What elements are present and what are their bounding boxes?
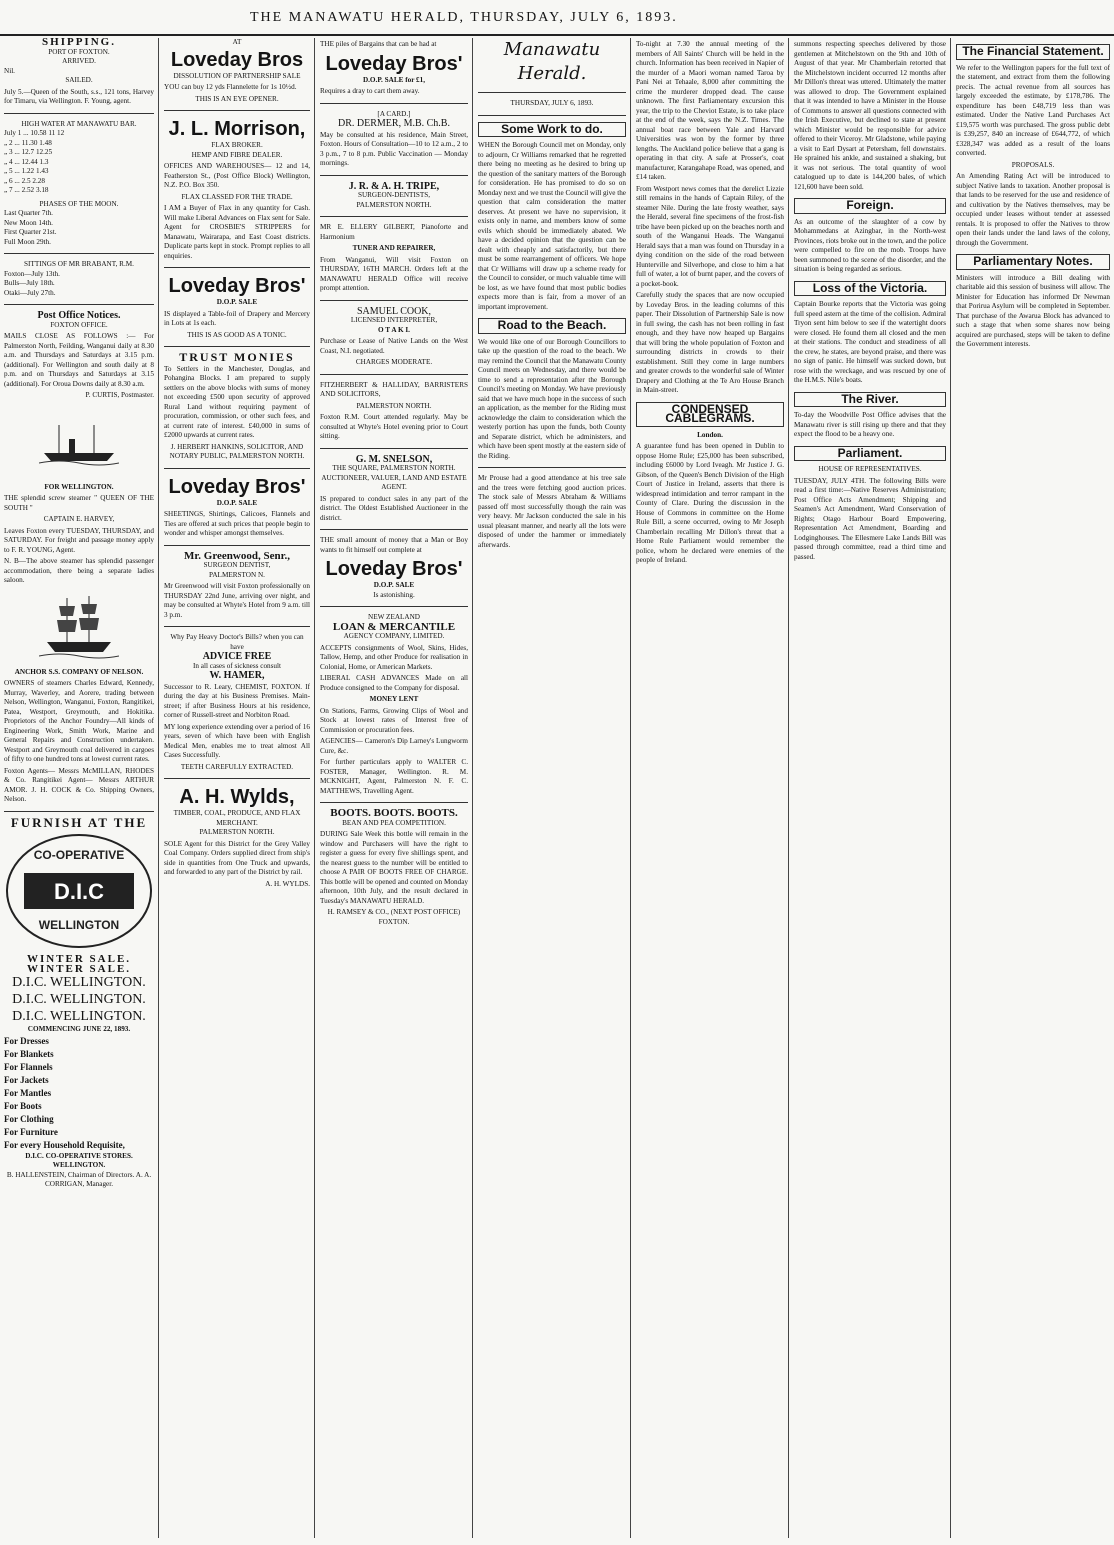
for-list-item: For Furniture [4,1126,58,1137]
news-text: Carefully study the spaces that are now occupied by Loveday Bros. in the leading columns of this paper. Their Dissolution of Partnership Sale is now in full swing, the cash has not been rolling in fast enough, and they have now heaped up Bargains that will bring the whole population of Foxton and surrounding districts in crowds to their establishment. Still they come in large numbers and greater crowds to the wonderful sale of Winter Drapery and Clothing at the Te Aro House Branch in Main-street. [636,291,784,394]
arrived-heading: ARRIVED. [62,57,96,65]
tide-row: „ 7 ... 2.52 3.18 [4,186,49,194]
victoria-text: Captain Bourke reports that the Victoria was going full speed astern at the time of the collision. Admiral Tryon sent him below to see if the watertight doors were closed. He found them all closed and the men at their stations. The conduct and steadiness of all the crew, he states, are beyond praise, and there was no sign of panic. He himself was sucked down, but rose with the wreckage, and was rescued by one of the H.M.S. Nile's boats. [794,300,946,384]
tide-row: „ 2 ... 11.30 1.48 [4,138,52,147]
river-text: To-day the Woodville Post Office advises that the Manawatu river is still rising up there and that they expect the flood to be a heavy one. [794,411,946,438]
snelson-heading: G. M. SNELSON, [355,453,433,465]
winter-sale-heading: WINTER SALE. [26,962,132,975]
morrison-heading: J. L. Morrison, [168,118,306,140]
foreign-text: As an outcome of the slaughter of a cow by Mohammedans at Azingbar, in the North-west Provinces, riots broke out in the town, and the police were compelled to fire on the mob. Troops have been summoned to the scene of the disorder, and the situation is being regarded as serious. [794,217,946,273]
flax-classed: FLAX CLASSED FOR THE TRADE. [181,192,293,201]
nil-text: Nil. [4,66,15,75]
flax-broker: FLAX BROKER. [211,141,263,149]
sailed-heading: SAILED. [65,76,93,84]
post-office-text: MAILS CLOSE AS FOLLOWS :— For Palmerston North, Feilding, Wanganui daily at 8.30 a.m. and Thursdays and Saturdays at 3.15 p.m. (additional). For Wellington and south daily at 8 p.m. and on Thursdays and Saturdays at 3.15 (additional). For Oroua Downs daily at 8.30 a.m. [4,332,154,388]
cook-text: Purchase or Lease of Native Lands on the West Coast, N.I. negotiated. [320,337,468,355]
steamer-illustration [39,407,119,477]
tide-row: July 1 ... 10.58 11 12 [4,129,65,137]
flax-text: I AM a Buyer of Flax in any quantity for Cash. Will make Liberal Advances on Flax sent for Sale. Agent for CROSBIE'S STRIPPERS for Manawatu, Wairarapa, and East Coast districts. Duplicate parts kept in stock. Prompt replies to all enquiries. [164,204,310,260]
loan-text: ACCEPTS consignments of Wool, Skins, Hides, Tallow, Hemp, and other Produce for realisation in Colonial, Home, or American Markets. [320,643,468,671]
snelson-text: IS prepared to conduct sales in any part of the district. The Oldest Established Auctioneer in the district. [320,494,468,522]
hamer-text: Successor to R. Leary, CHEMIST, FOXTON. If during the day at his Business Premises. Main-street; if after Business Hours at his residence, corner of Russell-street and Norbiton Road. [164,682,310,719]
news-text: summons respecting speeches delivered by those gentlemen at Mitchelstown on the 9th and 10th of August of that year. Mr Chamberlain retorted that the Mitchelstown incident occurred 12 months after Mr Dillon's threat was uttered. Ultimately the matter was allowed to drop. The Government explained that it was intended to have a Minister in the House of Commons to answer all questions connected with the Irish Executive, but declined to state at present which Minister would be responsible for advice offered to their Viceroy. Mr Gladstone, while paying a visit to Earl Dysart at Petersham, fell downstairs. He sprained his ankle, and sustained a shaking, but it was not serious. The total quantity of wool catalogued up to date is 144,200 bales, of which 121,600 have been sold. [794,40,946,191]
tide-row: „ 3 ... 12.7 12.25 [4,148,53,156]
proposals-heading: PROPOSALS. [1011,160,1055,169]
column-7 [956,38,1110,1538]
gilbert-text: From Wanganui, Will visit Foxton on THURSDAY, 16TH MARCH. Orders left at the MANAWATU HERALD Office will receive prompt attention. [320,255,468,292]
column-5 [636,38,784,1538]
dop-sale: D.O.P. SALE [373,581,415,589]
column-1 [4,38,154,1538]
post-office-sub: FOXTON OFFICE. [50,320,108,329]
column-4 [478,38,626,1538]
wylds-sign: A. H. WYLDS. [265,879,310,888]
card-text: [A CARD.] [377,109,411,118]
proposals-text: An Amending Rating Act will be introduced to subject Native lands to taxation. Another proposal is that lands to be reserved for the use and residence of and cultivation by the Natives themselves, may be occupied under leases without tender at assessed rentals. It is proposed to offer the Natives to throw open their lands under the land laws of the colony, through the Government. [956,172,1110,247]
dic-footer: B. HALLENSTEIN, Chairman of Directors. A. A. CORRIGAN, Manager. [6,1170,152,1188]
sailing-ship-illustration [39,592,119,662]
sittings-heading: SITTINGS OF MR BRABANT, R.M. [24,260,134,268]
otaki-text: O T A K I. [378,325,410,334]
tonic-text: THIS IS AS GOOD AS A TONIC. [187,330,287,339]
hamer-heading: W. HAMER, [209,670,265,681]
auctioneer-text: AUCTIONEER, VALUER, LAND AND ESTATE AGENT. [321,473,467,491]
prouse-text: Mr Prouse had a good attendance at his tree sale and the trees were fetching good auction prices. The stock sale of Messrs Abraham & Williams passed off most successfully though the rain was very heavy. Mr Jackson conducted the sale in his usual pleasant manner, and nearly all the lots were disposed of under the hammer or immediately afterwards. [478,474,626,549]
column-3 [320,38,468,1538]
sittings-row: Bulls—July 18th. [4,279,55,287]
boots-heading: BOOTS. BOOTS. BOOTS. [330,807,458,819]
column-2 [164,38,310,1538]
offices-text: OFFICES AND WAREHOUSES— 12 and 14, Featherston St., (Post Office Block) Wellington, N.Z. P.O. Box 350. [164,162,310,189]
nb-text: N. B—The above steamer has splendid passenger accommodation, there being a separate ladies saloon. [4,557,154,584]
dop-sale: D.O.P. SALE [216,498,258,507]
dic-wellington: D.I.C. WELLINGTON. [12,975,146,990]
loveday-heading: Loveday Bros' [168,475,306,498]
loan-sign: For further particulars apply to WALTER C. FOSTER, Manager, Wellington. R. M. MCKNIGHT, Agent, Palmerston N. F. C. MATTHEWS, Travelling Agent. [320,758,468,795]
parliament-heading: Parliament. [794,446,946,462]
tide-row: „ 6 ... 2.5 2.28 [4,176,45,185]
moon-row: Full Moon 29th. [4,237,51,246]
timber-text: TIMBER, COAL, PRODUCE, AND FLAX MERCHANT. [173,809,301,827]
column-rule [788,38,789,1538]
steamer-text: THE splendid screw steamer " QUEEN OF THE SOUTH " [4,494,154,512]
small-amount-text: THE small amount of money that a Man or Boy wants to fit himself out complete at [320,536,468,554]
financial-statement-heading: The Financial Statement. [956,44,1110,60]
column-rule [950,38,951,1538]
post-office-sign: P. CURTIS, Postmaster. [85,391,154,399]
loveday-heading: Loveday Bros [170,48,304,71]
some-work-text: WHEN the Borough Council met on Monday, only to adjourn, Cr Williams remarked that he regretted there being no meeting as he desired to bring up the question of the sanitary matters of the Borough for consideration. He has promised to do so on Monday next and we trust the Council will give the question that calm consideration the matter deserves. At present we have no supervision, it exists only in name, and members know of some evils which should be immediately abated. We have a decided opinion that the question can be dealt with cheaply and satisfactorily, but there must be some rearrangement of officers. We hope that Cr Williams will draw up a scheme ready for the Council to consider, or much valuable time will be lost, as we have found that most public bodies expects more than is fair, from a mover of an important improvement. [478,141,626,311]
palmerston-text: PALMERSTON N. [209,570,265,579]
boots-text: DURING Sale Week this bottle will remain in the window and Purchasers will have the right to register a guess for every five shillings spent, and the nearest guess to the number will be entitled to choose A PAIR OF BOOTS FREE OF CHARGE. This bottle will be opened and counted on Monday afternoon, 10th July, and the result declared in Tuesday's MANAWATU HERALD. [320,830,468,905]
greenwood-heading: Mr. Greenwood, Senr., [184,549,290,562]
fitzherbert-heading: FITZHERBERT & HALLIDAY, BARRISTERS AND SOLICITORS, [320,380,468,398]
money-text: On Stations, Farms, Growing Clips of Wool and Stock at lowest rates of Interest free of Commission or procuration fees. [320,706,468,734]
trust-text: To Settlers in the Manchester, Douglas, and Pohangina Blocks. I am prepared to supply settlers on the above blocks with sums of money not exceeding £500 upon security of approved Rural Land without requiring payment of procuration, commission, or other such fees, and at current rate of interest. £40,000 in sums of £2000 upwards at current rates. [164,364,310,439]
column-rule [314,38,315,1538]
high-water-heading: HIGH WATER AT MANAWATU BAR. [21,119,137,128]
road-text: We would like one of our Borough Councillors to take up the question of the road to the beach. We may remind the Council that the Manawatu County Council meets on Wednesday, and there would be time to send a representation after the Borough Council's meeting on Monday. We have previously said that we have much hope in the success of such an application, as the member for the Riding must acknowledge the claim to consideration which the westerly portion has upon the funds, both County and Separate district, which he administers, and which have been spent mostly at the eastern side of the Riding. [478,337,626,460]
anchor-agents: Foxton Agents— Messrs McMILLAN, RHODES & Co. Rangitikei Agent— Messrs ARTHUR AMOR. J. H. COCK & Co. Shipping Owners, Nelson. [4,766,154,803]
piles-text: THE piles of Bargains that can be had at [320,40,437,48]
for-wellington-heading: FOR WELLINGTON. [44,482,114,491]
ramsey-sign: H. RAMSEY & CO., (NEXT POST OFFICE) FOXTON. [327,908,461,926]
cases-text: In all cases of sickness consult [192,661,282,670]
palmerston-north: PALMERSTON NORTH. [199,828,275,836]
anchor-heading: ANCHOR S.S. COMPANY OF NELSON. [14,667,144,676]
surgeon-dentists: SURGEON-DENTISTS, [357,191,431,199]
agency-text: AGENCY COMPANY, LIMITED. [343,632,445,640]
house-heading: HOUSE OF REPRESENTATIVES. [818,465,922,473]
leaves-text: Leaves Foxton every TUESDAY, THURSDAY, and SATURDAY. For freight and passage money apply to F. R. YOUNG, Agent. [4,526,154,554]
column-rule [158,38,159,1538]
teeth-text: TEETH CAREFULLY EXTRACTED. [180,762,294,771]
dop-sale: D.O.P. SALE for £1, [362,75,426,84]
tripe-heading: J. R. & A. H. TRIPE, [348,180,440,192]
for-list-item: For Dresses [4,1035,49,1046]
dermer-text: May be consulted at his residence, Main Street, Foxton. Hours of Consultation—10 to 12 a.m., 2 to 3 p.m., 7 to 8 p.m. Public Vaccination — Monday mornings. [320,130,468,167]
herald-title: Manawatu Herald. [503,39,601,84]
parliamentary-notes-heading: Parliamentary Notes. [956,254,1110,270]
moon-heading: PHASES OF THE MOON. [39,199,119,208]
masthead: THE MANAWATU HERALD, THURSDAY, JULY 6, 1893. [250,10,678,25]
news-text: To-night at 7.30 the annual meeting of the members of All Saints' Church will be held in the church. Information has been received in Napier of the murder of a Maori woman named Taroa by Pani Nei at Tehaale, 8,000 after committing the crime the murderer dropped dead. The cause unknown. The first Parliamentary excursion this year, the trip to the Cheviot Estate, is to take place at the end of the week, says the N.Z. Times. The annual boat race between Yale and Harvard Universities was won by the former by three lengths. The Auckland police believe that a gang is operating in that city. A safe at Prosser's, coat manufacturer, Karangahape Road, was opened, and £14 taken. [636,40,784,181]
moon-row: First Quarter 21st. [4,228,57,236]
sittings-row: Otaki—July 27th. [4,288,56,297]
for-list-item: For Clothing [4,1113,54,1124]
captain-text: CAPTAIN E. HARVEY, [43,515,115,523]
moon-row: New Moon 14th. [4,218,53,227]
snelson-address: THE SQUARE, PALMERSTON NORTH. [332,464,456,472]
hemp-text: HEMP AND FIBRE DEALER. [191,150,283,159]
tuner-text: TUNER AND REPAIRER, [352,244,436,252]
money-lent-heading: MONEY LENT [369,695,419,703]
nz-text: NEW ZEALAND [368,613,420,621]
dic-wellington: D.I.C. WELLINGTON. [12,992,146,1007]
palmerston-text: PALMERSTON NORTH. [356,200,432,209]
news-text: From Westport news comes that the derelict Lizzie still remains in the hands of Captain Riley, of the steamer Nile. During the late frosty weather, says the Herald, several fine specimens of the frost-fish tribe have been picked up on the beaches north and south of the Wanganui Heads. The Wanganui Herald says that a man was found on Thursday in a dying condition on the side of the road between Hunterville and Silverhope, and close to him a hat full of water, a lot of burnt paper, and the covers of a pocket-book. [636,184,784,288]
svg-text:D.I.C: D.I.C [53,879,105,904]
long-experience-text: MY long experience extending over a period of 16 years, seven of which have been with English Medical Men, enables me to treat almost All Cases Successfully. [164,722,310,759]
river-heading: The River. [794,392,946,408]
victoria-heading: Loss of the Victoria. [794,281,946,297]
moon-row: Last Quarter 7th. [4,209,53,217]
for-list-item: For Jackets [4,1074,49,1085]
london-text: A guarantee fund has been opened in Dublin to oppose Home Rule; £25,000 has been subscribed, including £6000 by Lord Iveagh. Mr Justice J. G. Gibson, of the Queen's Bench Division of the High Court of Justice in Ireland, asserts that there is widespread intimidation and terror rampant in the County of Clare. During the discussion in the House of Commons in committee on the Home Rule Bill, a scene occurred, owing to Mr Joseph Chamberlain recalling Mr Dillon's threat that a Home Rule Parliament would remember the police, whom he declared were enemies of the people of Ireland. [636,442,784,564]
dic-stores-logo [4,831,154,951]
condensed-cablegrams-heading: CONDENSED CABLEGRAMS. [636,402,784,427]
astonishing-text: Is astonishing. [373,590,415,599]
furnish-heading: FURNISH AT THE [10,814,148,830]
foreign-heading: Foreign. [794,198,946,214]
gilbert-heading: MR E. ELLERY GILBERT, Pianoforte and Harmonium [320,223,468,241]
tide-row: „ 5 ... 1.22 1.43 [4,167,49,175]
for-list-item: For Blankets [4,1048,54,1059]
column-rule [472,38,473,1538]
dermer-heading: DR. DERMER, M.B. Ch.B. [338,118,450,129]
winter-sale-heading: WINTER SALE. [26,953,132,965]
sailed-text: July 5.—Queen of the South, s.s., 121 tons, Harvey for Timaru, via Wellington. F. Young, agent. [4,87,154,105]
dray-text: Requires a dray to cart them away. [320,87,420,95]
greenwood-text: Mr Greenwood will visit Foxton professionally on THURSDAY 22nd June, arriving over night, and may be consulted at Whyte's Hotel from 9 a.m. till 3 p.m. [164,582,310,619]
trust-monies-heading: TRUST MONIES [179,350,295,364]
wylds-heading: A. H. Wylds, [179,786,295,808]
for-list-item: For Mantles [4,1087,52,1098]
page-header [0,0,1114,36]
tide-row: „ 4 ... 12.44 1.3 [4,157,49,166]
issue-date: THURSDAY, JULY 6, 1893. [510,99,594,107]
loan-heading: LOAN & MERCANTILE [332,620,456,633]
loveday-heading: Loveday Bros' [168,275,306,297]
port-heading: PORT OF FOXTON. [48,47,110,56]
some-work-heading: Some Work to do. [478,122,626,138]
shipping-heading: SHIPPING. [42,38,116,48]
why-pay-text: Why Pay Heavy Doctor's Bills? when you can have [170,633,304,651]
column-rule [630,38,631,1538]
fitz-text: Foxton R.M. Court attended regularly. May be consulted at Whyte's Hotel evening prior to Court sitting. [320,413,468,440]
commencing-text: COMMENCING JUNE 22, 1893. [27,1025,131,1033]
financial-text: We refer to the Wellington papers for the full text of the statement, and extract from them the following precis. The actual revenue from all sources has largely exceeded the estimate, by £178,786. The expenditure has been £48,719 less than was estimated. Under the Native Land Purchases Act £19,575 worth was purchased. The gross public debt is £39,257, 840 an increase of £644,772, of which £328,347 was added as a result of the loans converted. [956,63,1110,157]
liberal-text: LIBERAL CASH ADVANCES Made on all Produce consigned to the Company for disposal. [320,674,468,692]
anchor-text: OWNERS of steamers Charles Edward, Kennedy, Murray, Waverley, and Aorere, trading between Nelson, Wellington, Wanganui, Foxton, Rangitikei, Patea, Westport, Greymouth, and Hokitika. Proprietors of the Anchor Foundry—All kinds of Engineering Work, Smith Work, Marine and General Repairs and Construction undertaken. Westport and Greymouth coal delivered in cargoes of fifty to one hundred tons at lowest current rates. [4,679,154,763]
dic-wellington: D.I.C. WELLINGTON. [12,1009,146,1024]
surgeon-dentist: SURGEON DENTIST, [203,561,271,569]
london-heading: London. [697,430,723,439]
fitz-palmerston: PALMERSTON NORTH. [356,401,432,410]
bean-text: BEAN AND PEA COMPETITION. [342,818,446,827]
charges-text: CHARGES MODERATE. [355,358,433,366]
cook-heading: SAMUEL COOK, [356,305,432,317]
loveday-heading: Loveday Bros' [325,558,463,580]
road-heading: Road to the Beach. [478,318,626,334]
column-6 [794,38,946,1538]
post-office-heading: Post Office Notices. [37,310,121,321]
tablefoil-text: IS displayed a Table-foil of Drapery and Mercery in Lots at 1s each. [164,309,310,327]
parliament-text: TUESDAY, JULY 4TH. The following Bills were read a first time:—Native Reserves Administration; Post Office Acts Amendment; Shipping and Seamen's Act Amendment, Ward Conservation of Rights; Otago Harbour Board Empowering, Representation Act Amendment, Boarding and Lodginghouses. The Ellesmere Lake Lands Bill was passed through committee, read a third time and passed. [794,476,946,561]
flannelette-text: YOU can buy 12 yds Flannelette for 1s 10½d. [164,83,297,91]
sheetings-text: SHEETINGS, Shirtings, Calicoes, Flannels and Ties are offered at such prices that people begin to wonder and whisper amongst themselves. [164,510,310,537]
svg-text:CO-OPERATIVE: CO-OPERATIVE [33,848,125,862]
for-list-item: For Flannels [4,1061,53,1072]
ad-at: AT [232,38,242,46]
svg-text:WELLINGTON: WELLINGTON [38,918,120,932]
dic-sign: D.I.C. CO-OPERATIVE STORES. WELLINGTON. [25,1151,133,1169]
advice-free: ADVICE FREE [202,651,272,662]
loveday-heading: Loveday Bros' [325,52,463,75]
interpreter-text: LICENSED INTERPRETER, [350,316,438,324]
dissolution-text: DISSOLUTION OF PARTNERSHIP SALE [173,71,301,80]
eye-opener-text: THIS IS AN EYE OPENER. [195,94,279,103]
sole-agent-text: SOLE Agent for this District for the Grey Valley Coal Company. Orders supplied direct from ship's side in quantities from One Truck and upwards, and forwarded to any part of the District by rail. [164,839,310,876]
dop-sale: D.O.P. SALE [216,298,258,306]
agencies-text: AGENCIES— Cameron's Dip Larney's Lungworm Cure, &c. [320,737,468,755]
hankins-text: J. HERBERT HANKINS, SOLICITOR, AND NOTARY PUBLIC, PALMERSTON NORTH. [169,442,305,460]
for-list-item: For every Household Requisite, [4,1139,125,1150]
parliamentary-notes-text: Ministers will introduce a Bill dealing with charitable aid this session of business will allow. The Minister for Education has informed Dr Newman that Porirua Asylum will be completed in September. That purchase of the Awarua Block has advanced to such a stage that when some shares now being acquired are purchased, steps will be taken to define the Government interests. [956,273,1110,348]
sittings-row: Foxton—July 13th. [4,269,60,278]
for-list-item: For Boots [4,1100,42,1111]
